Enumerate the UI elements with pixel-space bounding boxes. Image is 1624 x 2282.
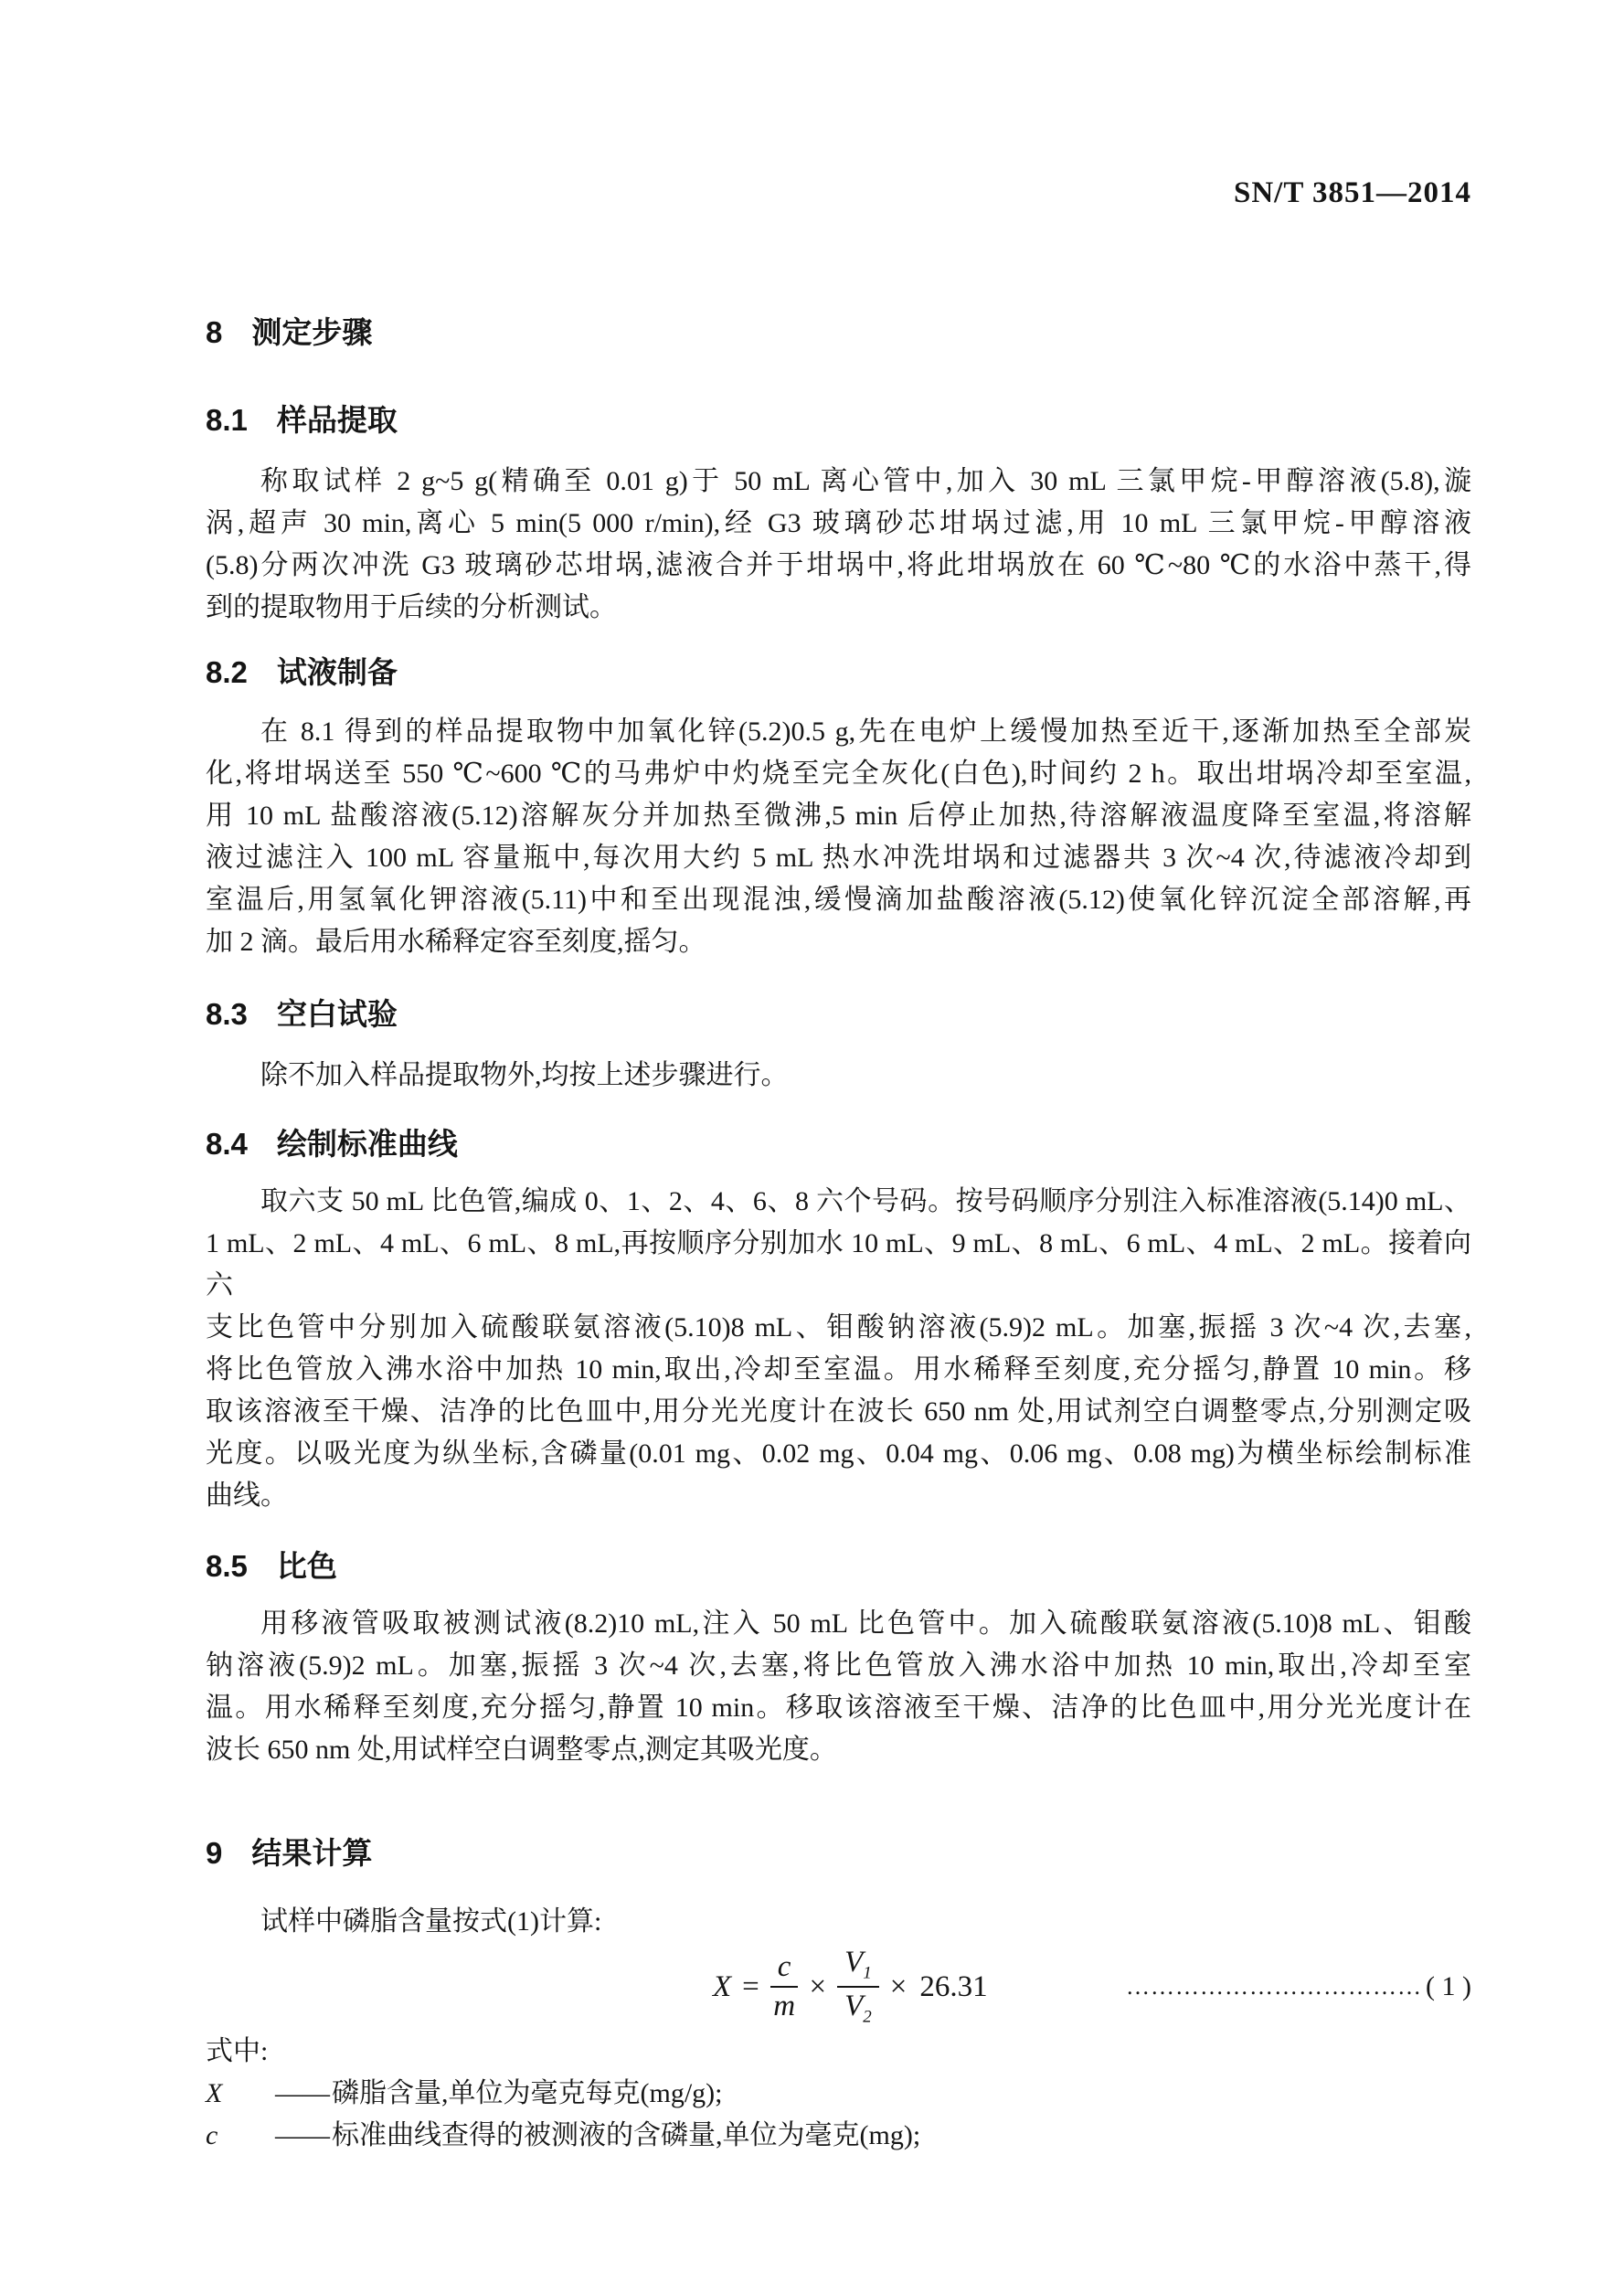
paragraph-line: 曲线。 (206, 1481, 288, 1511)
paragraph-line: (5.8)分两次冲洗 G3 玻璃砂芯坩埚,滤液合并于坩埚中,将此坩埚放在 60 ℃~80 ℃的水浴中蒸干,得 (206, 550, 1471, 580)
subscript-1: 1 (863, 1964, 872, 1984)
section-8-4-heading (206, 1124, 1471, 1164)
definition-X (206, 2073, 1471, 2115)
standard-number: SN/T 3851—2014 (1233, 176, 1471, 209)
definition-text (275, 2073, 723, 2115)
section-8-5-title: 比色 (276, 1549, 337, 1583)
fraction-c-over-m (770, 1951, 799, 2022)
paragraph-line: 1 mL、2 mL、4 mL、6 mL、8 mL,再按顺序分别加水 10 mL、9 mL、8 mL、6 mL、4 mL、2 mL。接着向六 (206, 1228, 1471, 1300)
section-8-2-number: 8.2 (206, 655, 248, 689)
paragraph-line: 化,将坩埚送至 550 ℃~600 ℃的马弗炉中灼烧至完全灰化(白色),时间约 2 h。取出坩埚冷却至室温, (206, 759, 1471, 789)
formula-constant: 26.31 (919, 1969, 988, 2003)
section-8-1-heading (206, 400, 1471, 440)
paragraph-line: 将比色管放入沸水浴中加热 10 min,取出,冷却至室温。用水稀释至刻度,充分摇匀,静置 10 min。移 (206, 1354, 1471, 1385)
section-8-4-title: 绘制标准曲线 (276, 1127, 458, 1161)
paragraph-line: 用 10 mL 盐酸溶液(5.12)溶解灰分并加热至微沸,5 min 后停止加热,待溶解液温度降至室温,将溶解 (206, 801, 1471, 831)
paragraph-line: 除不加入样品提取物外,均按上述步骤进行。 (260, 1060, 789, 1090)
paragraph-line: 用移液管吸取被测试液(8.2)10 mL,注入 50 mL 比色管中。加入硫酸联氨溶液(5.10)8 mL、钼酸 (260, 1608, 1471, 1639)
section-8-1-title: 样品提取 (276, 403, 398, 437)
paragraph-line: 钠溶液(5.9)2 mL。加塞,振摇 3 次~4 次,去塞,将比色管放入沸水浴中加热 10 min,取出,冷却至室 (206, 1650, 1471, 1681)
section-9-title: 结果计算 (251, 1836, 373, 1870)
dot-leader: ……………………………… (1126, 1973, 1423, 2000)
paragraph-line: 光度。以吸光度为纵坐标,含磷量(0.01 mg、0.02 mg、0.04 mg、0.06 mg、0.08 mg)为横坐标绘制标准 (206, 1438, 1471, 1469)
definition-symbol-c: c (206, 2120, 218, 2150)
section-8-2-paragraph (206, 711, 1471, 963)
section-8-4-number: 8.4 (206, 1127, 248, 1161)
em-dash: —— (275, 2078, 330, 2108)
section-8-title: 测定步骤 (251, 315, 373, 349)
section-8-number: 8 (206, 315, 223, 349)
multiply-sign: × (809, 1969, 827, 2003)
page-content (206, 0, 1471, 2157)
paragraph-line: 加 2 滴。最后用水稀释定容至刻度,摇匀。 (206, 927, 706, 957)
fraction-numerator-c: c (770, 1951, 799, 1988)
section-9-heading (206, 1833, 1471, 1873)
equals-sign: = (742, 1969, 759, 2003)
paragraph-line: 取该溶液至干燥、洁净的比色皿中,用分光光度计在波长 650 nm 处,用试剂空白调整零点,分别测定吸 (206, 1396, 1471, 1427)
equation-number: ( 1 ) (1426, 1971, 1471, 2001)
formula-variable-X: X (713, 1969, 732, 2003)
section-9-intro (206, 1901, 1471, 1943)
paragraph-line: 到的提取物用于后续的分析测试。 (206, 592, 617, 622)
fraction-denominator-m: m (773, 1990, 796, 2022)
section-8-5-paragraph (206, 1603, 1471, 1771)
paragraph-line: 波长 650 nm 处,用试样空白调整零点,测定其吸光度。 (206, 1735, 837, 1765)
equation-1-row (206, 1948, 1471, 2025)
definition-description: 磷脂含量,单位为毫克每克(mg/g); (332, 2078, 723, 2108)
where-label: 式中: (206, 2036, 269, 2066)
paragraph-line: 液过滤注入 100 mL 容量瓶中,每次用大约 5 mL 热水冲洗坩埚和过滤器共 3 次~4 次,待滤液冷却到 (206, 843, 1471, 873)
definition-description: 标准曲线查得的被测液的含磷量,单位为毫克(mg); (332, 2120, 921, 2150)
variable-V: V (844, 1990, 864, 2022)
paragraph-line: 涡,超声 30 min,离心 5 min(5 000 r/min),经 G3 玻璃砂芯坩埚过滤,用 10 mL 三氯甲烷-甲醇溶液 (206, 508, 1471, 538)
paragraph-line: 称取试样 2 g~5 g(精确至 0.01 g)于 50 mL 离心管中,加入 30 mL 三氯甲烷-甲醇溶液(5.8),漩 (260, 466, 1471, 496)
section-8-5-heading (206, 1546, 1471, 1587)
section-8-3-title: 空白试验 (276, 997, 398, 1031)
paragraph-line: 取六支 50 mL 比色管,编成 0、1、2、4、6、8 六个号码。按号码顺序分别注入标准溶液(5.14)0 mL、 (260, 1186, 1471, 1216)
definition-symbol-X: X (206, 2078, 223, 2108)
multiply-sign: × (889, 1969, 908, 2003)
section-8-heading (206, 313, 1471, 353)
section-8-3-heading (206, 994, 1471, 1035)
fraction-V1-over-V2 (837, 1947, 879, 2026)
section-8-3-paragraph (206, 1055, 1471, 1097)
equation-1 (713, 1947, 988, 2026)
section-8-3-number: 8.3 (206, 997, 248, 1031)
paragraph-line: 温。用水稀释至刻度,充分摇匀,静置 10 min。移取该溶液至干燥、洁净的比色皿中,用分光光度计在 (206, 1693, 1471, 1723)
subscript-2: 2 (863, 2007, 872, 2027)
paragraph-line: 在 8.1 得到的样品提取物中加氧化锌(5.2)0.5 g,先在电炉上缓慢加热至近干,逐渐加热至全部炭 (260, 716, 1471, 747)
definition-c (206, 2115, 1471, 2157)
definition-text (275, 2115, 920, 2157)
paragraph-line: 室温后,用氢氧化钾溶液(5.11)中和至出现混浊,缓慢滴加盐酸溶液(5.12)使氧化锌沉淀全部溶解,再 (206, 885, 1471, 915)
section-8-1-number: 8.1 (206, 403, 248, 437)
section-8-4-paragraph (206, 1181, 1471, 1517)
section-8-5-number: 8.5 (206, 1549, 248, 1583)
variable-V: V (844, 1946, 864, 1980)
fraction-numerator-V1 (837, 1947, 879, 1988)
fraction-denominator-V2 (844, 1988, 872, 2027)
section-9-number: 9 (206, 1836, 223, 1870)
em-dash: —— (275, 2120, 330, 2150)
section-8-1-paragraph (206, 461, 1471, 629)
section-8-2-title: 试液制备 (276, 655, 398, 689)
paragraph-line: 试样中磷脂含量按式(1)计算: (260, 1906, 602, 1937)
section-8-2-heading (206, 653, 1471, 693)
paragraph-line: 支比色管中分别加入硫酸联氨溶液(5.10)8 mL、钼酸钠溶液(5.9)2 mL。加塞,振摇 3 次~4 次,去塞, (206, 1312, 1471, 1343)
